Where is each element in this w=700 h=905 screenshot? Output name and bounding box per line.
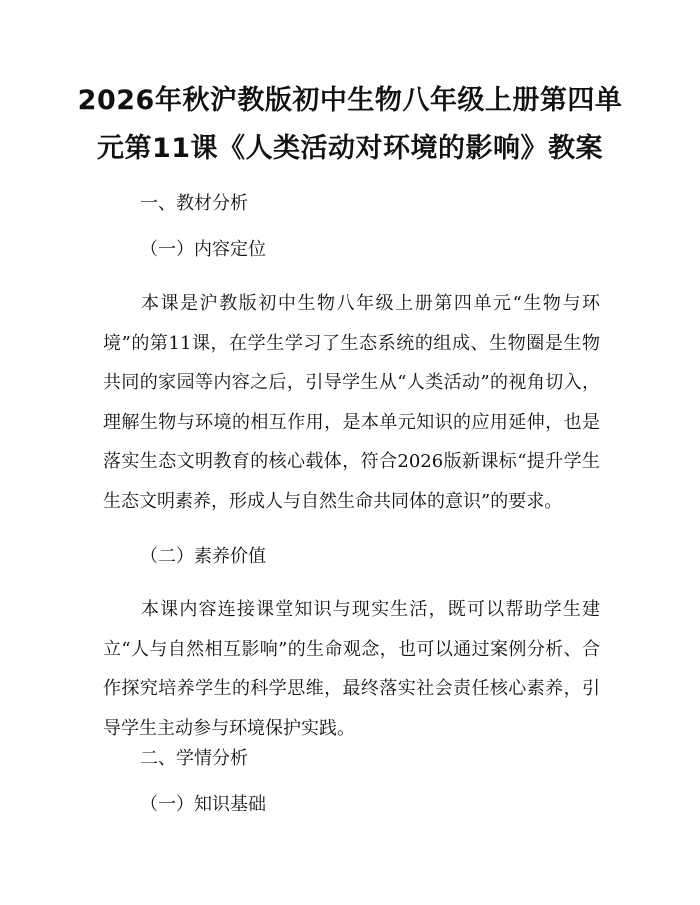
subheading-content-positioning: （一）内容定位 xyxy=(140,239,266,260)
document-title-line-1: 2026年秋沪教版初中生物八年级上册第四单 xyxy=(77,85,623,116)
subheading-knowledge-foundation: （一）知识基础 xyxy=(140,794,266,815)
paragraph-content-positioning: 本课是沪教版初中生物八年级上册第四单元“生物与环境”的第11课，在学生学习了生态系统的组成、生物圈是生物共同的家园等内容之后，引导学生从“人类活动”的视角切入，理解生物与环境的相互作用，是本单元知识的应用延伸，也是落实生态文明教育的核心载体，符合2026版新课标“提升学生生态文明素养，形成人与自然生命共同体的意识”的要求。 xyxy=(103,293,600,512)
paragraph-literacy-value: 本课内容连接课堂知识与现实生活，既可以帮助学生建立“人与自然相互影响”的生命观念，也可以通过案例分析、合作探究培养学生的科学思维，最终落实社会责任核心素养，引导学生主动参与环境保护实践。 xyxy=(103,599,600,739)
section-heading-student-analysis: 二、学情分析 xyxy=(140,748,248,769)
subheading-literacy-value: （二）素养价值 xyxy=(140,546,266,567)
section-heading-teaching-material-analysis: 一、教材分析 xyxy=(140,193,248,214)
document-title-line-2: 元第11课《人类活动对环境的影响》教案 xyxy=(96,133,604,164)
